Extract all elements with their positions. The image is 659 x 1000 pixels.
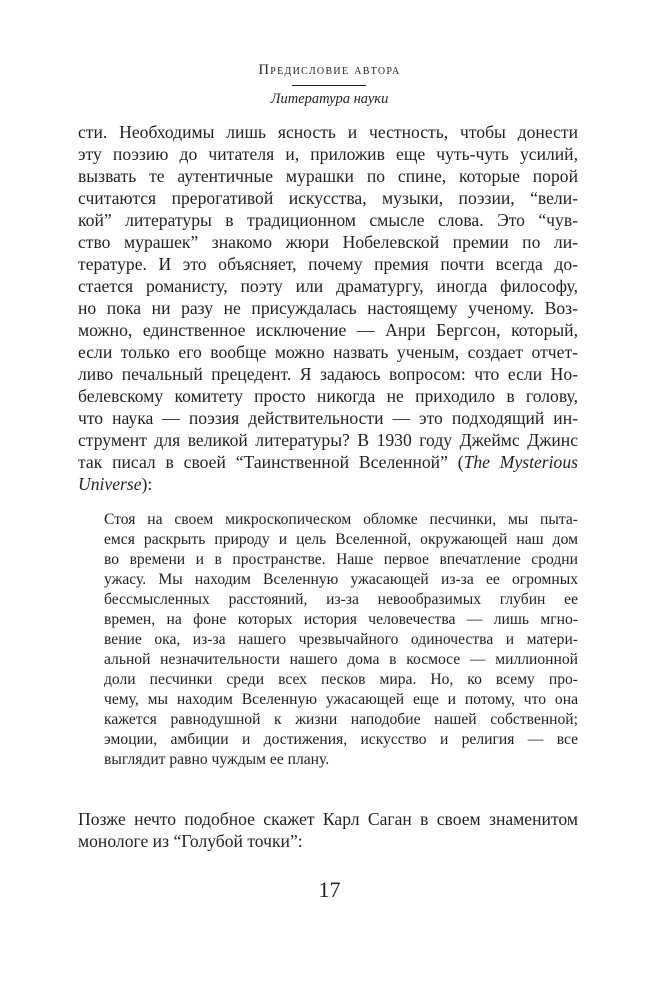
body-line: ство мурашек” знакомо жюри Нобелевской премии по ли- xyxy=(78,232,578,252)
blockquote-line: выглядит равно чуждым ее плану. xyxy=(104,751,330,768)
blockquote-line: во времени и в пространстве. Наше первое впечатление сродни xyxy=(104,551,578,568)
page-number: 17 xyxy=(318,877,341,902)
body-line: белевскому комитету просто никогда не приходило в голову, xyxy=(78,386,578,406)
blockquote-line: ужасу. Мы находим Вселенную ужасающей из-за ее огромных xyxy=(104,571,578,588)
body-line: сти. Необходимы лишь ясность и честность, чтобы донести xyxy=(78,122,578,142)
running-head-divider xyxy=(292,85,366,86)
blockquote-line: кажется равнодушной к жизни наподобие нашей собственной; xyxy=(104,711,578,728)
body-line: кой” литературы в традиционном смысле слова. Это “чув- xyxy=(78,210,578,230)
body-line: но пока ни разу не присуждалась настоящему ученому. Воз- xyxy=(78,298,578,318)
body-line: если только его вообще можно назвать ученым, создает отчет- xyxy=(78,342,578,362)
body-line: эту поэзию до читателя и, приложив еще чуть-чуть усилий, xyxy=(78,144,578,164)
body-line: струмент для великой литературы? В 1930 году Джеймс Джинс xyxy=(78,430,578,450)
body-line: можно, единственное исключение — Анри Бергсон, который, xyxy=(78,320,578,340)
body-line: тературе. И это объясняет, почему премия почти всегда до- xyxy=(78,254,578,274)
running-head-title: Предисловие автора xyxy=(258,62,401,78)
body-line: Позже нечто подобное скажет Карл Саган в своем знаменитом xyxy=(78,809,578,829)
blockquote-line: Стоя на своем микроскопическом обломке песчинки, мы пыта- xyxy=(104,511,578,528)
blockquote-line: чему, мы находим Вселенную ужасающей еще и потому, что она xyxy=(104,691,578,708)
blockquote-line: вение ока, из-за нашего чрезвычайного одиночества и матери- xyxy=(104,631,578,648)
body-line: Universe): xyxy=(78,474,153,494)
body-line: монологе из “Голубой точки”: xyxy=(78,831,303,851)
body-line: что наука — поэзия действительности — это подходящий ин- xyxy=(78,408,578,428)
body-line: стается романисту, поэту или драматургу, иногда философу, xyxy=(78,276,578,296)
body-line: считаются прерогативой искусства, музыки, поэзии, “вели- xyxy=(78,188,578,208)
blockquote-line: времен, на фоне которых история человечества — лишь мгно- xyxy=(104,611,578,628)
blockquote-line: доли песчинки среди всех песков мира. Но, ко всему про- xyxy=(104,671,578,688)
running-head-subtitle: Литература науки xyxy=(270,91,389,107)
body-line: ливо печальный прецедент. Я задаюсь вопросом: что если Но- xyxy=(78,364,578,384)
blockquote-line: бессмысленных расстояний, из-за невообразимых глубин ее xyxy=(104,591,578,608)
blockquote-line: альной незначительности нашего дома в космосе — миллионной xyxy=(104,651,578,668)
blockquote-line: емся раскрыть природу и цель Вселенной, окружающей наш дом xyxy=(104,531,578,548)
blockquote-line: эмоции, амбиции и достижения, искусство и религия — все xyxy=(104,731,578,748)
body-line: вызвать те аутентичные мурашки по спине, которые порой xyxy=(78,166,578,186)
body-line: так писал в своей “Таинственной Вселенной” (The Mysterious xyxy=(78,452,578,472)
